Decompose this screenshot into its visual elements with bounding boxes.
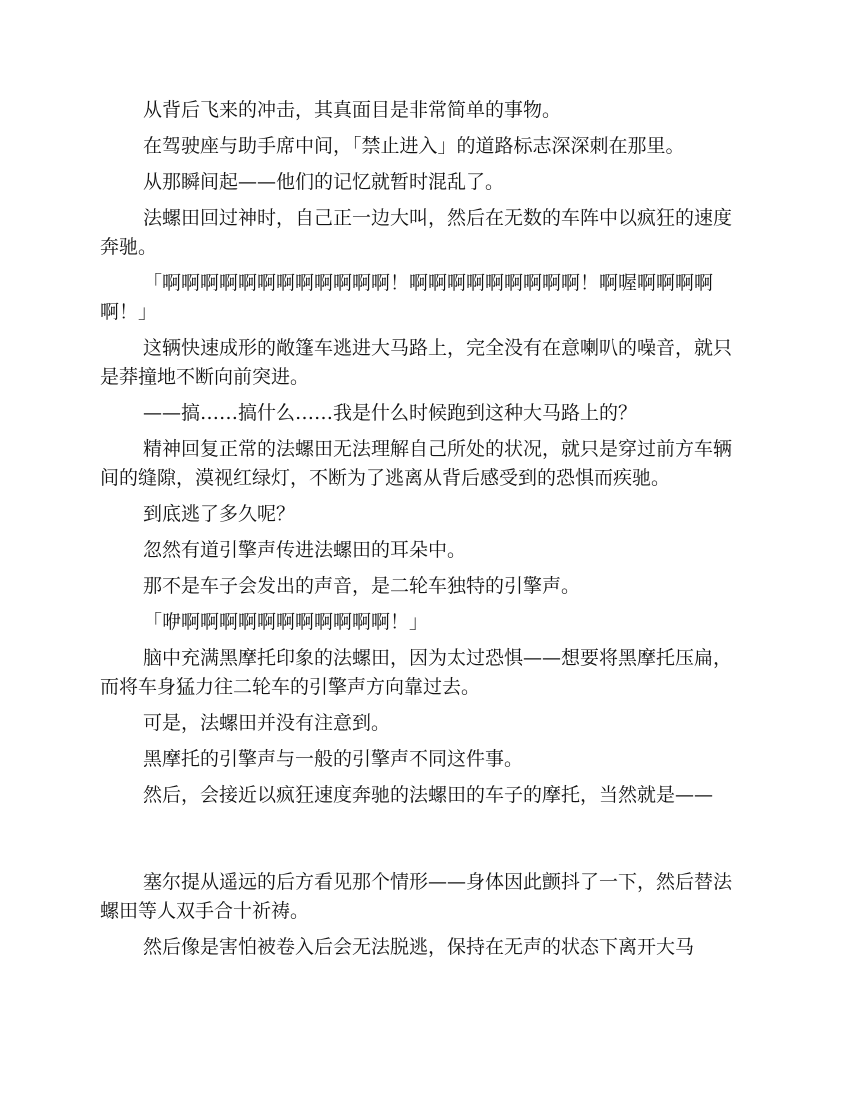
dialogue-paragraph: 「咿啊啊啊啊啊啊啊啊啊啊啊！」 — [143, 611, 429, 633]
paragraph: 从背后飞来的冲击，其真面目是非常简单的事物。 — [143, 99, 562, 121]
paragraph: 精神回复正常的法螺田无法理解自己所处的状况，就只是穿过前方车辆间的缝隙，漠视红绿灯，不断为了逃离从背后感受到的恐惧而疾驰。 — [100, 438, 733, 489]
paragraph: 这辆快速成形的敞篷车逃进大马路上，完全没有在意喇叭的噪音，就只是莽撞地不断向前突进。 — [100, 337, 733, 388]
paragraph: 法螺田回过神时，自己正一边大叫，然后在无数的车阵中以疯狂的速度奔驰。 — [100, 207, 733, 258]
paragraph: 从那瞬间起——他们的记忆就暂时混乱了。 — [143, 171, 505, 193]
dialogue-paragraph: 「啊啊啊啊啊啊啊啊啊啊啊啊！啊啊啊啊啊啊啊啊啊！啊喔啊啊啊啊啊！」 — [100, 272, 714, 323]
paragraph: 脑中充满黑摩托印象的法螺田，因为太过恐惧——想要将黑摩托压扁，而将车身猛力往二轮车的引擎声方向靠过去。 — [100, 647, 733, 698]
paragraph: 到底逃了多久呢？ — [143, 503, 296, 525]
paragraph: 然后像是害怕被卷入后会无法脱逃，保持在无声的状态下离开大马 — [143, 936, 695, 958]
paragraph: 然后，会接近以疯狂速度奔驰的法螺田的车子的摩托，当然就是—— — [143, 784, 714, 806]
paragraph: 在驾驶座与助手席中间，「禁止进入」的道路标志深深刺在那里。 — [143, 135, 685, 157]
body-text — [100, 96, 750, 969]
paragraph: 黑摩托的引擎声与一般的引擎声不同这件事。 — [143, 748, 524, 770]
paragraph: ——搞……搞什么……我是什么时候跑到这种大马路上的？ — [143, 402, 638, 424]
paragraph: 忽然有道引擎声传进法螺田的耳朵中。 — [143, 539, 467, 561]
paragraph: 那不是车子会发出的声音，是二轮车独特的引擎声。 — [143, 575, 581, 597]
paragraph: 可是，法螺田并没有注意到。 — [143, 712, 391, 734]
paragraph: 塞尔提从遥远的后方看见那个情形——身体因此颤抖了一下，然后替法螺田等人双手合十祈祷。 — [100, 871, 733, 922]
